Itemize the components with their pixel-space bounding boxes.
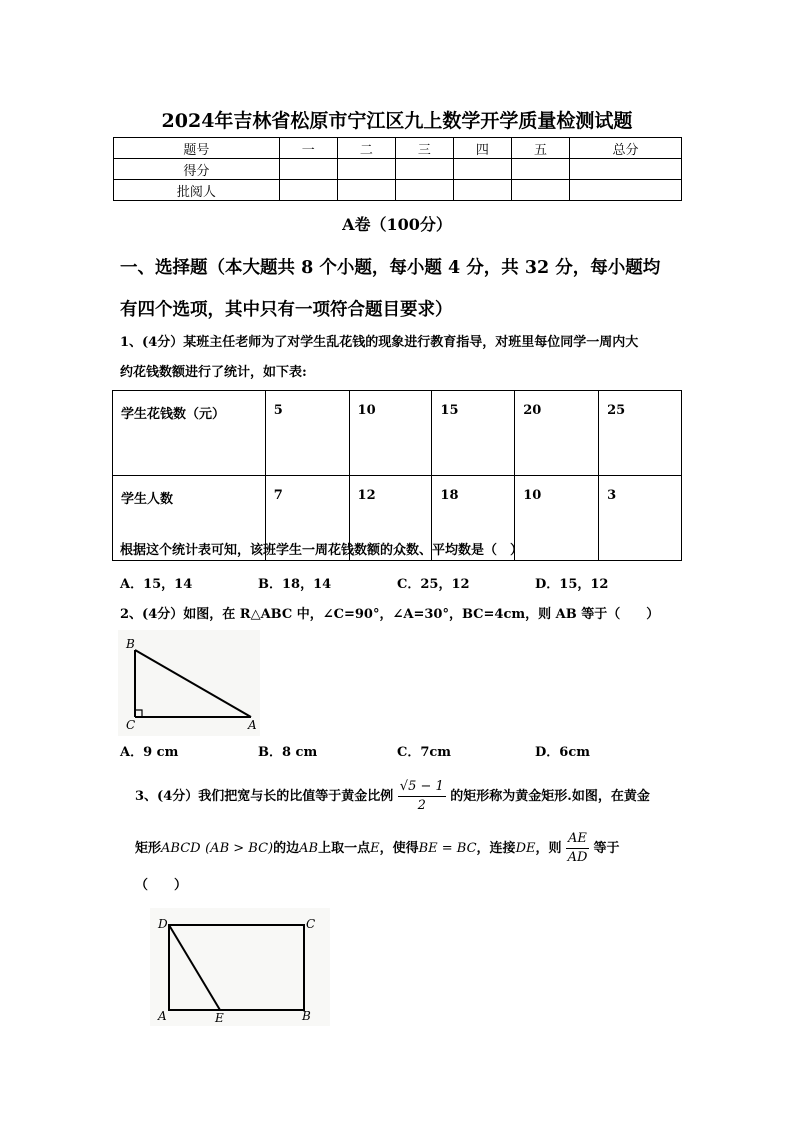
table-cell: 25 xyxy=(599,391,682,476)
q3-text-line1 xyxy=(135,777,695,817)
table-cell xyxy=(453,180,511,201)
vertex-label-c: C xyxy=(126,718,136,732)
q3-text-segment: 矩形 xyxy=(135,841,162,856)
rect-name: ABCD xyxy=(161,841,201,856)
q3-text-segment: ，连接 xyxy=(476,841,516,856)
score-table xyxy=(113,137,682,201)
q2-text: 2、(4分）如图，在 R△ABC 中，∠C=90°，∠A=30°，BC=4cm，则 AB 等于（ ） xyxy=(120,607,660,622)
q3-text-segment: 上取一点 xyxy=(318,841,371,856)
table-row xyxy=(113,391,682,476)
q3-text-segment: 等于 xyxy=(593,841,620,856)
table-cell: 3 xyxy=(599,476,682,561)
table-cell: 学生人数 xyxy=(113,476,266,561)
part1-heading-line1: 一、选择题（本大题共 8 个小题，每小题 4 分，共 32 分，每小题均 xyxy=(120,258,661,278)
table-cell: 批阅人 xyxy=(114,180,280,201)
table-cell: 18 xyxy=(432,476,515,561)
table-cell: 三 xyxy=(395,138,453,159)
vertex-label-c: C xyxy=(306,917,316,931)
ratio-numerator: AE xyxy=(566,830,589,849)
page-title: 2024年吉林省松原市宁江区九上数学开学质量检测试题 xyxy=(161,110,633,132)
q3-text-part2: 的矩形称为黄金矩形.如图，在黄金 xyxy=(450,789,650,804)
table-cell xyxy=(395,159,453,180)
ratio-denominator: AD xyxy=(567,850,588,865)
table-cell xyxy=(395,180,453,201)
table-cell xyxy=(511,159,569,180)
table-cell xyxy=(337,180,395,201)
segment-de: DE xyxy=(515,841,536,856)
q1-stem: 根据这个统计表可知，该班学生一周花钱数额的众数、平均数是（ ） xyxy=(120,543,524,558)
part1-heading-line2: 有四个选项，其中只有一项符合题目要求） xyxy=(120,300,453,320)
table-cell: 得分 xyxy=(114,159,280,180)
q3-condition: (AB > BC) xyxy=(205,841,274,856)
q2-triangle-figure xyxy=(118,630,260,736)
segment-ab: AB xyxy=(299,841,319,856)
table-cell xyxy=(511,180,569,201)
table-cell: 15 xyxy=(432,391,515,476)
vertex-label-b: B xyxy=(126,637,135,651)
q1-option-d: D．15，12 xyxy=(535,577,609,592)
q3-text-segment: ，则 xyxy=(535,841,562,856)
vertex-label-e: E xyxy=(215,1011,224,1025)
q3-text-line3: （ ） xyxy=(135,878,188,893)
q3-text-line2 xyxy=(135,829,695,869)
vertex-label-b: B xyxy=(302,1009,311,1023)
vertex-label-d: D xyxy=(158,917,168,931)
q1-data-table xyxy=(112,390,682,561)
table-cell: 7 xyxy=(265,476,349,561)
q3-equation: BE = BC xyxy=(418,841,477,856)
q3-text-segment: 的边 xyxy=(273,841,300,856)
table-cell xyxy=(279,180,337,201)
section-a-heading: A卷（100分） xyxy=(342,215,452,234)
table-row xyxy=(114,159,682,180)
q1-option-b: B．18，14 xyxy=(258,577,332,592)
table-cell: 题号 xyxy=(114,138,280,159)
table-cell: 二 xyxy=(337,138,395,159)
table-cell xyxy=(453,159,511,180)
q3-rectangle-figure xyxy=(150,908,330,1026)
q3-text-part1: 3、(4分）我们把宽与长的比值等于黄金比例 xyxy=(135,789,394,804)
table-row xyxy=(114,138,682,159)
q2-option-c: C．7cm xyxy=(397,745,452,760)
table-cell xyxy=(570,159,682,180)
table-cell: 学生花钱数（元） xyxy=(113,391,266,476)
table-cell xyxy=(279,159,337,180)
q3-text-segment: ，使得 xyxy=(379,841,419,856)
golden-ratio-fraction xyxy=(398,778,446,815)
golden-ratio-denominator: 2 xyxy=(417,798,426,813)
table-cell: 一 xyxy=(279,138,337,159)
q1-option-a: A．15，14 xyxy=(120,577,193,592)
vertex-label-a: A xyxy=(158,1009,167,1023)
q2-option-b: B．8 cm xyxy=(258,745,318,760)
table-cell: 10 xyxy=(515,476,599,561)
table-cell: 四 xyxy=(453,138,511,159)
figure-background xyxy=(118,630,260,736)
table-cell: 总分 xyxy=(570,138,682,159)
table-cell: 5 xyxy=(265,391,349,476)
q2-option-a: A．9 cm xyxy=(120,745,179,760)
table-cell: 五 xyxy=(511,138,569,159)
table-row xyxy=(114,180,682,201)
q1-option-c: C．25，12 xyxy=(397,577,470,592)
table-cell xyxy=(570,180,682,201)
point-e: E xyxy=(370,841,380,856)
table-cell: 20 xyxy=(515,391,599,476)
q1-text-line1: 1、(4分）某班主任老师为了对学生乱花钱的现象进行教育指导，对班里每位同学一周内大 xyxy=(120,335,639,350)
table-cell: 10 xyxy=(349,391,432,476)
golden-ratio-numerator: √5 − 1 xyxy=(398,778,446,797)
q1-text-line2: 约花钱数额进行了统计，如下表: xyxy=(120,365,307,380)
ratio-fraction xyxy=(566,830,589,867)
table-cell: 12 xyxy=(349,476,432,561)
vertex-label-a: A xyxy=(248,718,257,732)
q2-option-d: D．6cm xyxy=(535,745,590,760)
table-cell xyxy=(337,159,395,180)
